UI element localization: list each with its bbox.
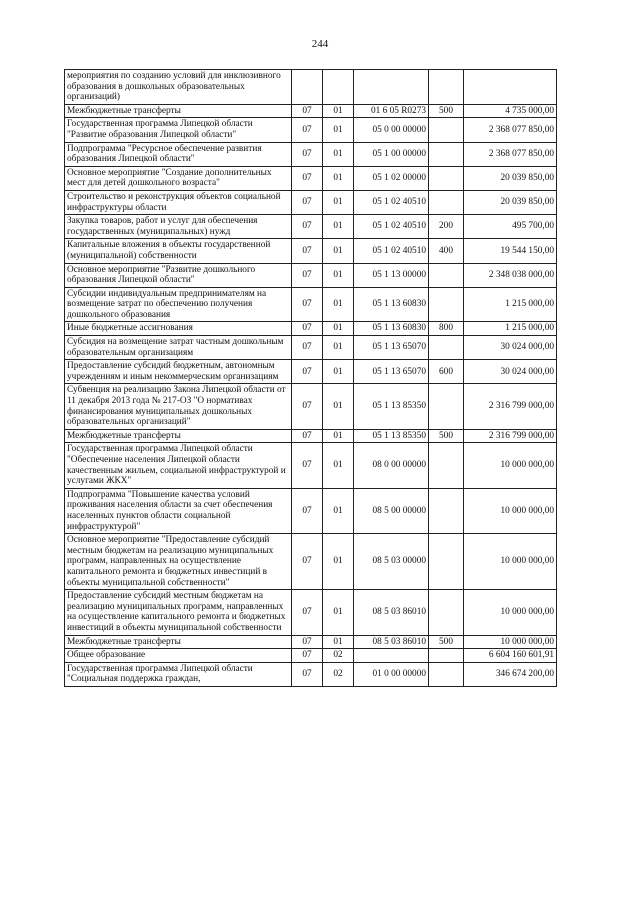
row-subsection-cell: 01 [323,336,354,360]
row-expense-type-cell [429,142,464,166]
row-section-cell: 07 [292,190,323,214]
row-expense-type-cell [429,263,464,287]
row-section-cell: 07 [292,384,323,429]
row-subsection-cell: 01 [323,534,354,590]
table-row [65,662,557,686]
page-number: 244 [311,38,329,50]
row-name-cell: Основное мероприятие "Предоставление субсидий местным бюджетам на реализацию муниципальных программ, направленных на осуществление капитального ремонта и бюджетных инвестиций в объекты муниципальной собственности" [65,534,292,590]
table-row [65,590,557,635]
row-name-cell: Капитальные вложения в объекты государственной (муниципальной) собственности [65,239,292,263]
table-row [65,239,557,263]
row-amount-cell: 20 039 850,00 [464,190,557,214]
row-subsection-cell: 02 [323,649,354,663]
budget-table [64,69,557,687]
row-section-cell: 07 [292,360,323,384]
row-name-cell: Субсидия на возмещение затрат частным дошкольным образовательным организациям [65,336,292,360]
row-program-code-cell: 05 1 02 40510 [354,190,429,214]
row-program-code-cell: 05 1 13 60830 [354,322,429,336]
table-row [65,649,557,663]
row-program-code-cell: 05 1 13 65070 [354,360,429,384]
row-name-cell: Субсидии индивидуальным предпринимателям на возмещение затрат по обеспечению получения дошкольного образования [65,287,292,322]
table-row [65,443,557,488]
row-program-code-cell: 05 1 02 00000 [354,166,429,190]
row-subsection-cell: 01 [323,384,354,429]
row-subsection-cell: 01 [323,263,354,287]
row-name-cell: Основное мероприятие "Создание дополнительных мест для детей дошкольного возраста" [65,166,292,190]
row-program-code-cell: 05 1 13 60830 [354,287,429,322]
row-section-cell: 07 [292,649,323,663]
table-row [65,534,557,590]
row-program-code-cell [354,70,429,105]
row-name-cell: Государственная программа Липецкой области "Развитие образования Липецкой области" [65,118,292,142]
row-name-cell: Закупка товаров, работ и услуг для обеспечения государственных (муниципальных) нужд [65,215,292,239]
row-expense-type-cell [429,166,464,190]
table-row [65,215,557,239]
row-section-cell: 07 [292,429,323,443]
table-row [65,166,557,190]
row-program-code-cell: 05 1 02 40510 [354,215,429,239]
row-name-cell: Межбюджетные трансферты [65,635,292,649]
row-section-cell: 07 [292,239,323,263]
row-name-cell: Предоставление субсидий местным бюджетам на реализацию муниципальных программ, направленных на осуществление капитального ремонта и бюджетных инвестиций в объекты муниципальной собственности [65,590,292,635]
row-program-code-cell: 05 0 00 00000 [354,118,429,142]
row-amount-cell: 10 000 000,00 [464,443,557,488]
row-program-code-cell: 01 6 05 R0273 [354,104,429,118]
row-amount-cell: 1 215 000,00 [464,322,557,336]
row-name-cell: Иные бюджетные ассигнования [65,322,292,336]
row-program-code-cell: 05 1 13 00000 [354,263,429,287]
row-expense-type-cell: 200 [429,215,464,239]
row-name-cell: Предоставление субсидий бюджетным, автономным учреждениям и иным некоммерческим организациям [65,360,292,384]
row-amount-cell: 20 039 850,00 [464,166,557,190]
row-amount-cell: 2 348 038 000,00 [464,263,557,287]
row-section-cell [292,70,323,105]
row-subsection-cell: 01 [323,590,354,635]
row-amount-cell: 4 735 000,00 [464,104,557,118]
row-subsection-cell: 01 [323,118,354,142]
row-section-cell: 07 [292,488,323,533]
row-name-cell: Субвенция на реализацию Закона Липецкой области от 11 декабря 2013 года № 217-ОЗ "О нормативах финансирования муниципальных дошкольных образовательных организаций" [65,384,292,429]
row-expense-type-cell [429,118,464,142]
row-name-cell: мероприятия по созданию условий для инклюзивного образования в дошкольных образовательных организаций) [65,70,292,105]
row-name-cell: Подпрограмма "Ресурсное обеспечение развития образования Липецкой области" [65,142,292,166]
row-expense-type-cell [429,590,464,635]
table-row [65,384,557,429]
row-subsection-cell: 01 [323,443,354,488]
row-expense-type-cell [429,662,464,686]
row-expense-type-cell: 500 [429,104,464,118]
row-amount-cell: 346 674 200,00 [464,662,557,686]
row-section-cell: 07 [292,662,323,686]
row-name-cell: Государственная программа Липецкой области "Обеспечение населения Липецкой области качественным жильем, социальной инфраструктурой и услугами ЖКХ" [65,443,292,488]
row-expense-type-cell: 500 [429,429,464,443]
table-row [65,336,557,360]
row-amount-cell: 10 000 000,00 [464,635,557,649]
row-subsection-cell [323,70,354,105]
table-row [65,104,557,118]
row-amount-cell: 2 368 077 850,00 [464,142,557,166]
row-section-cell: 07 [292,142,323,166]
table-row [65,118,557,142]
row-subsection-cell: 01 [323,166,354,190]
row-subsection-cell: 01 [323,287,354,322]
table-row [65,635,557,649]
row-amount-cell: 19 544 150,00 [464,239,557,263]
row-expense-type-cell: 800 [429,322,464,336]
row-amount-cell [464,70,557,105]
row-section-cell: 07 [292,287,323,322]
row-section-cell: 07 [292,590,323,635]
row-program-code-cell: 01 0 00 00000 [354,662,429,686]
row-amount-cell: 30 024 000,00 [464,360,557,384]
row-section-cell: 07 [292,322,323,336]
row-amount-cell: 30 024 000,00 [464,336,557,360]
row-section-cell: 07 [292,534,323,590]
row-expense-type-cell [429,534,464,590]
row-amount-cell: 2 316 799 000,00 [464,384,557,429]
row-section-cell: 07 [292,336,323,360]
row-program-code-cell: 05 1 02 40510 [354,239,429,263]
row-amount-cell: 1 215 000,00 [464,287,557,322]
row-name-cell: Строительство и реконструкция объектов социальной инфраструктуры области [65,190,292,214]
row-program-code-cell: 05 1 13 85350 [354,429,429,443]
row-expense-type-cell [429,384,464,429]
row-subsection-cell: 01 [323,142,354,166]
row-section-cell: 07 [292,635,323,649]
row-program-code-cell: 05 1 13 85350 [354,384,429,429]
row-expense-type-cell [429,336,464,360]
row-amount-cell: 10 000 000,00 [464,534,557,590]
row-section-cell: 07 [292,104,323,118]
row-name-cell: Подпрограмма "Повышение качества условий проживания населения области за счет обеспечения населенных пунктов области социальной инфраструктурой" [65,488,292,533]
row-program-code-cell: 08 5 03 86010 [354,635,429,649]
budget-table-body [65,70,557,687]
row-amount-cell: 10 000 000,00 [464,488,557,533]
table-row [65,142,557,166]
row-subsection-cell: 01 [323,635,354,649]
row-name-cell: Государственная программа Липецкой области "Социальная поддержка граждан, [65,662,292,686]
row-amount-cell: 2 316 799 000,00 [464,429,557,443]
table-row [65,287,557,322]
table-row [65,488,557,533]
row-subsection-cell: 01 [323,215,354,239]
row-subsection-cell: 01 [323,322,354,336]
row-section-cell: 07 [292,118,323,142]
row-expense-type-cell [429,287,464,322]
row-expense-type-cell [429,70,464,105]
row-program-code-cell: 08 5 03 00000 [354,534,429,590]
row-expense-type-cell [429,488,464,533]
row-program-code-cell: 08 5 00 00000 [354,488,429,533]
row-subsection-cell: 01 [323,239,354,263]
row-subsection-cell: 02 [323,662,354,686]
row-name-cell: Общее образование [65,649,292,663]
row-amount-cell: 2 368 077 850,00 [464,118,557,142]
row-program-code-cell: 05 1 00 00000 [354,142,429,166]
row-subsection-cell: 01 [323,429,354,443]
row-expense-type-cell: 400 [429,239,464,263]
row-program-code-cell: 05 1 13 65070 [354,336,429,360]
row-subsection-cell: 01 [323,488,354,533]
row-subsection-cell: 01 [323,360,354,384]
table-row [65,263,557,287]
row-expense-type-cell [429,649,464,663]
row-amount-cell: 6 604 160 601,91 [464,649,557,663]
row-subsection-cell: 01 [323,104,354,118]
table-row [65,360,557,384]
row-section-cell: 07 [292,263,323,287]
row-amount-cell: 495 700,00 [464,215,557,239]
row-section-cell: 07 [292,443,323,488]
table-row [65,70,557,105]
row-expense-type-cell: 600 [429,360,464,384]
row-expense-type-cell [429,443,464,488]
row-subsection-cell: 01 [323,190,354,214]
row-program-code-cell: 08 0 00 00000 [354,443,429,488]
table-row [65,190,557,214]
row-program-code-cell: 08 5 03 86010 [354,590,429,635]
row-program-code-cell [354,649,429,663]
row-name-cell: Межбюджетные трансферты [65,429,292,443]
row-name-cell: Основное мероприятие "Развитие дошкольного образования Липецкой области" [65,263,292,287]
row-section-cell: 07 [292,215,323,239]
row-expense-type-cell: 500 [429,635,464,649]
row-amount-cell: 10 000 000,00 [464,590,557,635]
table-row [65,429,557,443]
table-row [65,322,557,336]
row-expense-type-cell [429,190,464,214]
row-name-cell: Межбюджетные трансферты [65,104,292,118]
row-section-cell: 07 [292,166,323,190]
